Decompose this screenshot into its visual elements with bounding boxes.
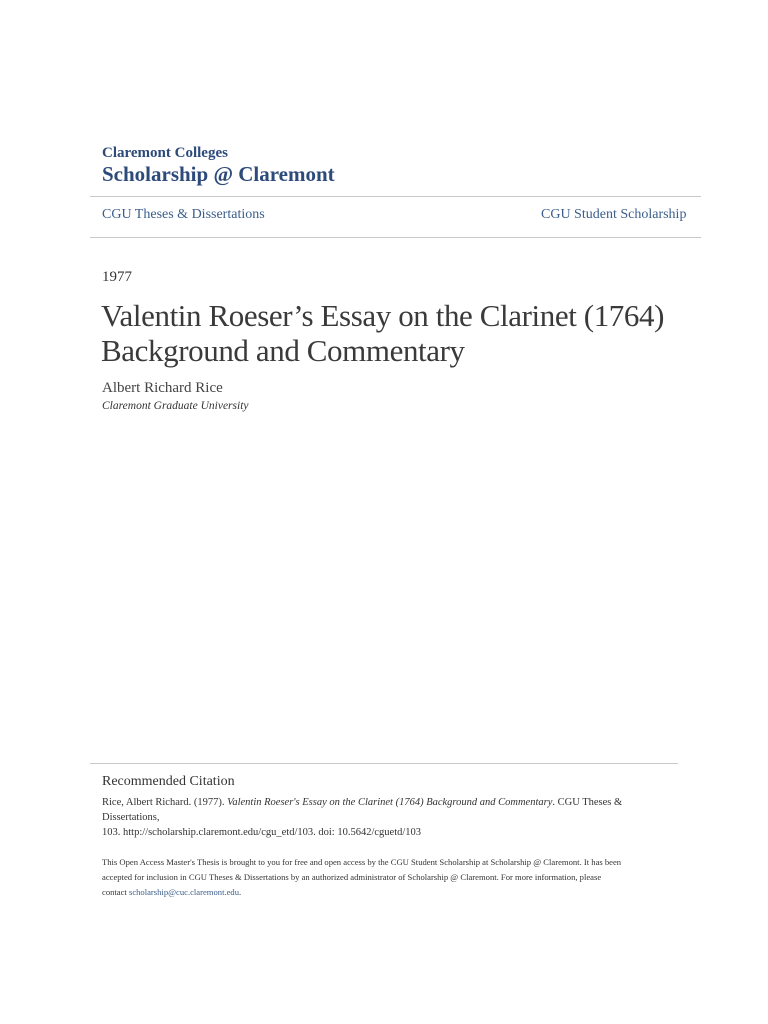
citation-divider: [90, 763, 678, 764]
site-header: [102, 144, 335, 186]
author-affiliation: Claremont Graduate University: [102, 400, 249, 412]
citation-suffix: . CGU Theses & Dissertations,: [102, 797, 623, 823]
header-divider-bottom: [90, 237, 701, 238]
title-line-1: Valentin Roeser’s Essay on the Clarinet (1764): [101, 298, 665, 333]
notice-contact-suffix: .: [239, 887, 242, 897]
publication-year: 1977: [102, 269, 132, 285]
citation-heading: Recommended Citation: [102, 774, 235, 789]
nav-link-student-scholarship[interactable]: CGU Student Scholarship: [541, 207, 687, 222]
notice-line-2: accepted for inclusion in CGU Theses & Dissertations by an authorized administrator of Scholarship @ Claremont. For more information, please: [102, 872, 602, 882]
nav-link-theses-dissertations[interactable]: CGU Theses & Dissertations: [102, 207, 265, 222]
author-name[interactable]: Albert Richard Rice: [102, 380, 223, 396]
notice-contact-prefix: contact: [102, 887, 129, 897]
notice-line-3: [102, 885, 682, 900]
citation-line-1: [102, 795, 682, 825]
header-divider-top: [90, 196, 701, 197]
document-title: [101, 298, 701, 368]
notice-line-1: This Open Access Master's Thesis is brought to you for free and open access by the CGU Student Scholarship at Scholarship @ Claremont. It has been: [102, 857, 622, 867]
brand-top-label[interactable]: Claremont Colleges: [102, 145, 228, 161]
citation-prefix: Rice, Albert Richard. (1977).: [102, 797, 228, 808]
contact-email-link[interactable]: scholarship@cuc.claremont.edu: [128, 887, 240, 897]
citation-body: [102, 795, 682, 840]
title-line-2: Background and Commentary: [101, 333, 465, 368]
citation-line-2: 103. http://scholarship.claremont.edu/cgu_etd/103. doi: 10.5642/cguetd/103: [102, 827, 422, 838]
brand-main-label[interactable]: Scholarship @ Claremont: [102, 162, 335, 186]
citation-italic-title: Valentin Roeser's Essay on the Clarinet (1764) Background and Commentary: [227, 797, 553, 808]
open-access-notice: [102, 855, 682, 900]
